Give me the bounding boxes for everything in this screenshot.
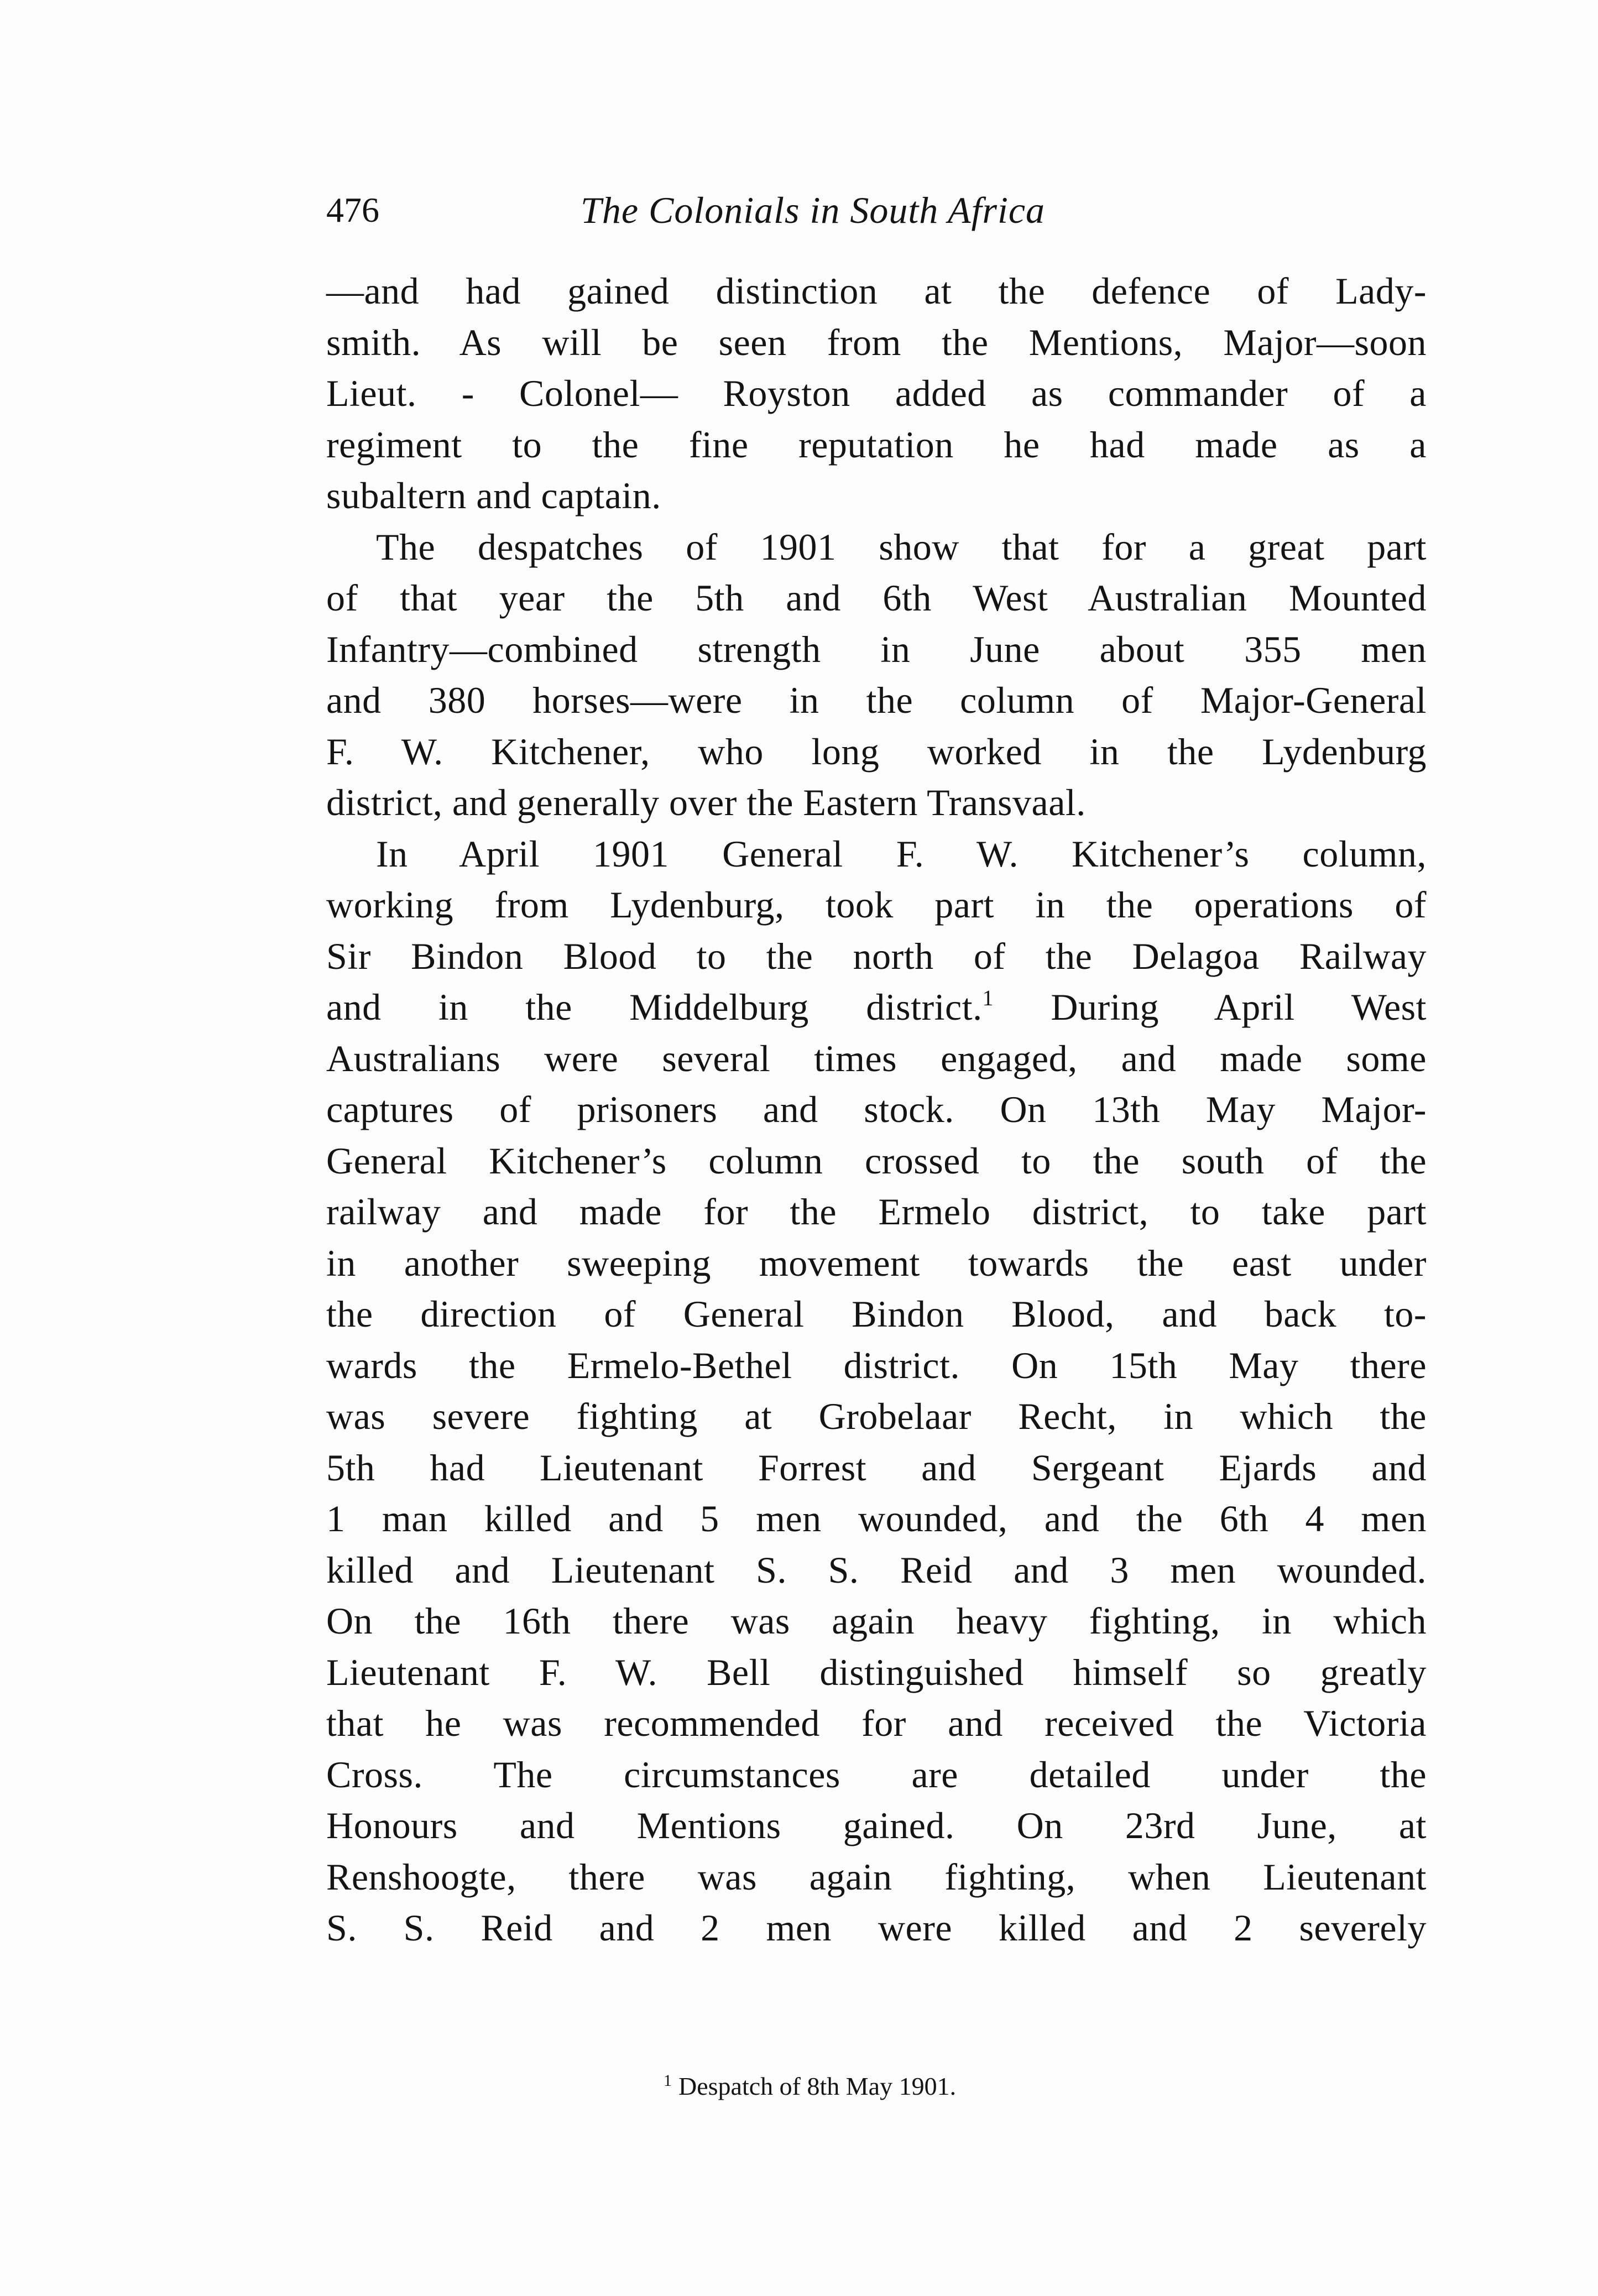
text-line: General Kitchener’s column crossed to the south of the	[326, 1139, 1427, 1182]
running-title: The Colonials in South Africa	[581, 189, 1046, 231]
text-line: killed and Lieutenant S. S. Reid and 3 men wounded.	[326, 1548, 1427, 1591]
text-line: that he was recommended for and received the Victoria	[326, 1702, 1427, 1744]
text-line: wards the Ermelo-Bethel district. On 15th May there	[326, 1344, 1427, 1386]
paragraph-start-line: The despatches of 1901 show that for a great part	[376, 525, 1427, 568]
text-line: of that year the 5th and 6th West Australian Mounted	[326, 577, 1427, 619]
text-line: 1 man killed and 5 men wounded, and the 6th 4 men	[326, 1497, 1427, 1540]
text-line: and 380 horses—were in the column of Major-General	[326, 679, 1427, 721]
text-line-with-footnote	[326, 982, 1427, 1033]
paragraph-start-line: In April 1901 General F. W. Kitchener’s column,	[376, 832, 1427, 875]
text-line: Sir Bindon Blood to the north of the Delagoa Railway	[326, 935, 1427, 977]
text-line: district, and generally over the Eastern Transvaal.	[326, 781, 1086, 823]
text-fragment: and in the Middelburg district.	[326, 986, 983, 1028]
text-line: smith. As will be seen from the Mentions, Major—soon	[326, 321, 1427, 363]
text-line: On the 16th there was again heavy fighting, in which	[326, 1600, 1427, 1642]
text-line: Cross. The circumstances are detailed under the	[326, 1753, 1427, 1796]
text-line: F. W. Kitchener, who long worked in the Lydenburg	[326, 730, 1427, 773]
text-line: —and had gained distinction at the defence of Lady-	[326, 270, 1427, 312]
footnote-marker: 1	[664, 2071, 672, 2090]
text-line: Australians were several times engaged, and made some	[326, 1037, 1427, 1079]
text-line: S. S. Reid and 2 men were killed and 2 severely	[326, 1907, 1427, 1949]
text-line: subaltern and captain.	[326, 474, 661, 516]
text-line: Lieut. - Colonel— Royston added as commander of a	[326, 372, 1427, 414]
footnote-text: Despatch of 8th May 1901.	[678, 2072, 957, 2100]
body-text	[326, 265, 1427, 1954]
text-line: Infantry—combined strength in June about 355 men	[326, 628, 1427, 670]
text-line: Lieutenant F. W. Bell distinguished himself so greatly	[326, 1651, 1427, 1693]
text-line: Honours and Mentions gained. On 23rd June, at	[326, 1804, 1427, 1846]
text-fragment: During April West	[994, 986, 1427, 1028]
text-line: working from Lydenburg, took part in the operations of	[326, 884, 1427, 926]
text-line: was severe fighting at Grobelaar Recht, in which the	[326, 1395, 1427, 1437]
text-line: railway and made for the Ermelo district, to take part	[326, 1191, 1427, 1233]
page-header	[326, 182, 1427, 238]
footnote-reference: 1	[982, 985, 994, 1010]
page-number: 476	[326, 190, 379, 229]
text-line: in another sweeping movement towards the east under	[326, 1241, 1427, 1284]
text-line: 5th had Lieutenant Forrest and Sergeant Ejards and	[326, 1446, 1427, 1489]
text-line: regiment to the fine reputation he had made as a	[326, 423, 1427, 466]
text-line: the direction of General Bindon Blood, and back to-	[326, 1293, 1427, 1335]
text-line: Renshoogte, there was again fighting, when Lieutenant	[326, 1855, 1427, 1898]
footnote	[664, 2067, 956, 2106]
text-line: captures of prisoners and stock. On 13th May Major-	[326, 1088, 1427, 1130]
